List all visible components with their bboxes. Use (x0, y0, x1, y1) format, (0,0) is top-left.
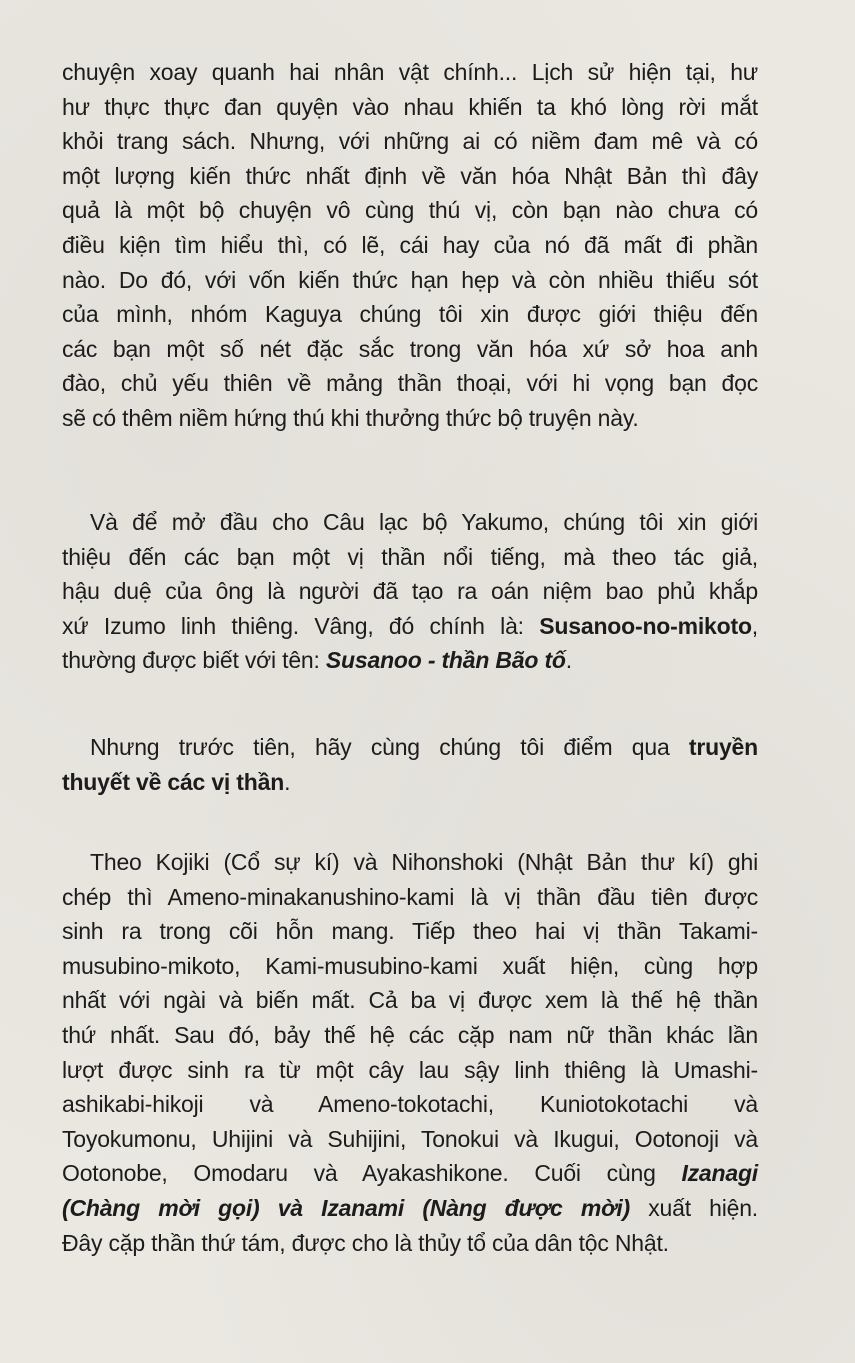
text-run: thường được biết với tên: (62, 647, 326, 674)
text-run: . (565, 647, 572, 674)
text-line: Và để mở đầu cho Câu lạc bộ Yakumo, chúng tôi xin giới (90, 509, 758, 535)
text-line: thiệu đến các bạn một vị thần nổi tiếng, mà theo tác giả, (62, 543, 758, 570)
paragraph-kojiki (62, 845, 758, 1260)
izanagi-izanami-names: (Chàng mời gọi) và Izanami (Nàng được mời) (62, 1194, 630, 1221)
text-line: Đây cặp thần thứ tám, được cho là thủy tổ của dân tộc Nhật. (62, 1229, 669, 1256)
text-line: ashikabi-hikoji và Ameno-tokotachi, Kuniotokotachi và (62, 1091, 758, 1118)
text-line: khỏi trang sách. Nhưng, với những ai có niềm đam mê và có (62, 128, 758, 155)
text-line: nào. Do đó, với vốn kiến thức hạn hẹp và còn nhiều thiếu sót (62, 266, 758, 293)
text-line: các bạn một số nét đặc sắc trong văn hóa xứ sở hoa anh (62, 335, 758, 362)
text-line: quả là một bộ chuyện vô cùng thú vị, còn bạn nào chưa có (62, 197, 758, 224)
text-line: thứ nhất. Sau đó, bảy thế hệ các cặp nam nữ thần khác lần (62, 1021, 758, 1048)
text-line: hậu duệ của ông là người đã tạo ra oán niệm bao phủ khắp (62, 578, 758, 605)
text-line (62, 1191, 758, 1226)
text-line (62, 643, 758, 678)
paragraph-susanoo (62, 505, 758, 678)
text-line: hư thực thực đan quyện vào nhau khiến ta khó lòng rời mắt (62, 93, 758, 120)
text-run: Nhưng trước tiên, hãy cùng chúng tôi điểm qua (90, 734, 689, 760)
text-line: điều kiện tìm hiểu thì, có lẽ, cái hay của nó đã mất đi phần (62, 231, 758, 258)
paragraph-intro (62, 55, 758, 436)
highlight-text: truyền (688, 734, 758, 760)
izanagi-name: Izanagi (681, 1160, 758, 1187)
text-run: xuất hiện. (629, 1194, 758, 1221)
paragraph-transition (62, 730, 758, 799)
text-line: sẽ có thêm niềm hứng thú khi thưởng thức bộ truyện này. (62, 404, 639, 431)
text-run: xứ Izumo linh thiêng. Vâng, đó chính là: (62, 612, 540, 639)
text-line: đào, chủ yếu thiên về mảng thần thoại, với hi vọng bạn đọc (62, 370, 758, 397)
text-line: musubino-mikoto, Kami-musubino-kami xuất hiện, cùng hợp (62, 952, 758, 979)
text-run: . (284, 768, 291, 795)
text-line: lượt được sinh ra từ một cây lau sậy linh thiêng là Umashi- (62, 1056, 758, 1083)
text-line: chuyện xoay quanh hai nhân vật chính... Lịch sử hiện tại, hư (62, 59, 758, 85)
susanoo-name: Susanoo-no-mikoto (539, 612, 752, 639)
text-line (62, 765, 758, 800)
text-line: một lượng kiến thức nhất định về văn hóa Nhật Bản thì đây (62, 162, 758, 189)
text-line: Theo Kojiki (Cổ sự kí) và Nihonshoki (Nhật Bản thư kí) ghi (90, 849, 758, 875)
text-line: chép thì Ameno-minakanushino-kami là vị thần đầu tiên được (62, 883, 758, 910)
highlight-text: thuyết về các vị thần (62, 768, 285, 795)
text-line: của mình, nhóm Kaguya chúng tôi xin được giới thiệu đến (62, 301, 758, 328)
text-line (62, 730, 758, 765)
text-run: , (751, 612, 758, 639)
text-line: nhất với ngài và biến mất. Cả ba vị được xem là thế hệ thần (62, 987, 758, 1014)
text-run: Ootonobe, Omodaru và Ayakashikone. Cuối cùng (62, 1160, 682, 1187)
susanoo-title: Susanoo - thần Bão tố (325, 647, 566, 674)
text-line: Toyokumonu, Uhijini và Suhijini, Tonokui và Ikugui, Ootonoji và (62, 1125, 758, 1152)
text-line (62, 609, 758, 644)
text-line: sinh ra trong cõi hỗn mang. Tiếp theo hai vị thần Takami- (62, 918, 758, 945)
text-line (62, 1156, 758, 1191)
